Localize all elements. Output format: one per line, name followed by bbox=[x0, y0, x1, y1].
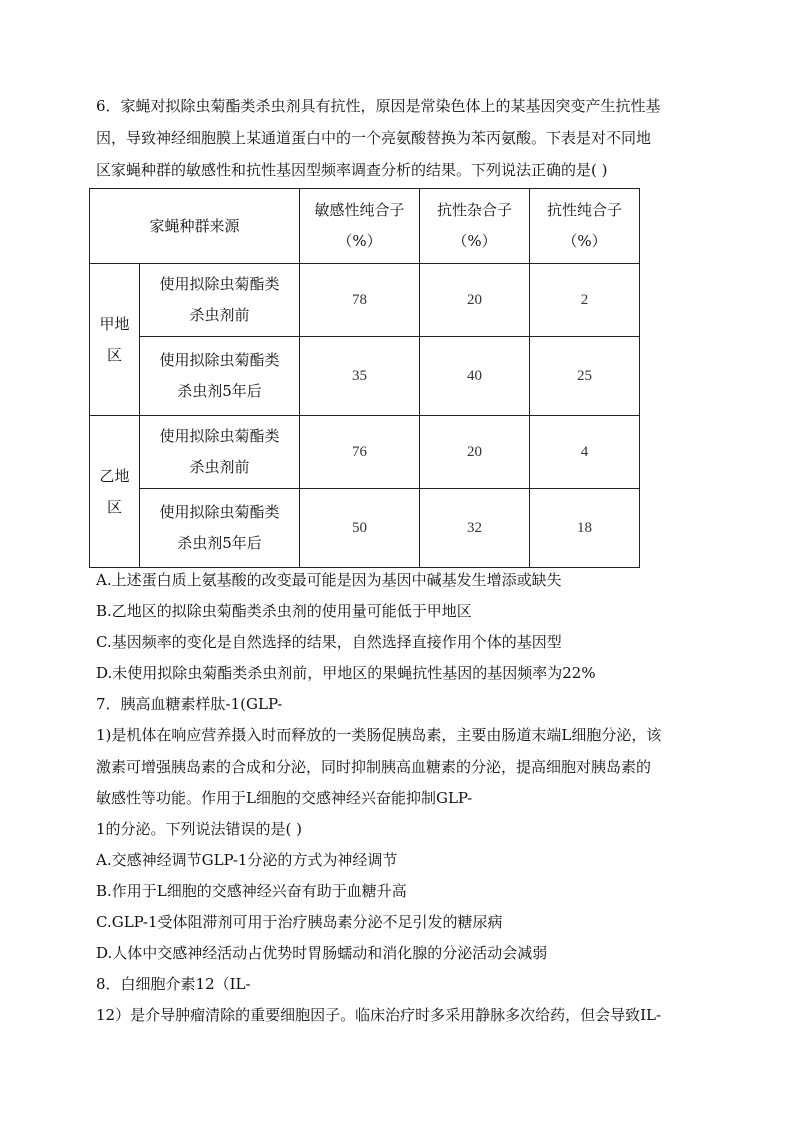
table-row bbox=[90, 489, 640, 568]
q6-option-b: B.乙地区的拟除虫菊酯类杀虫剂的使用量可能低于甲地区 bbox=[96, 602, 472, 620]
value-cell: 32 bbox=[420, 489, 530, 568]
condition-cell: 使用拟除虫菊酯类 杀虫剂前 bbox=[140, 416, 300, 489]
genotype-frequency-table bbox=[89, 188, 640, 568]
q7-stem-line-5: 1的分泌。下列说法错误的是( ) bbox=[96, 820, 303, 838]
q6-stem-line-2: 因，导致神经细胞膜上某通道蛋白中的一个亮氨酸替换为苯丙氨酸。下表是对不同地 bbox=[96, 129, 652, 147]
header-sensitive-homozygote: 敏感性纯合子 （%） bbox=[300, 189, 420, 264]
q6-option-a: A.上述蛋白质上氨基酸的改变最可能是因为基因中碱基发生增添或缺失 bbox=[96, 571, 562, 589]
q7-option-d: D.人体中交感神经活动占优势时胃肠蠕动和消化腺的分泌活动会减弱 bbox=[96, 944, 548, 962]
q7-option-c: C.GLP-1受体阻滞剂可用于治疗胰岛素分泌不足引发的糖尿病 bbox=[96, 913, 503, 931]
header-source: 家蝇种群来源 bbox=[90, 189, 300, 264]
header-resistant-heterozygote: 抗性杂合子 （%） bbox=[420, 189, 530, 264]
table-row bbox=[90, 337, 640, 416]
value-cell: 20 bbox=[420, 416, 530, 489]
q8-stem-line-2: 12）是介导肿瘤清除的重要细胞因子。临床治疗时多采用静脉多次给药，但会导致IL- bbox=[96, 1006, 662, 1024]
q6-option-c: C.基因频率的变化是自然选择的结果，自然选择直接作用个体的基因型 bbox=[96, 633, 562, 651]
condition-cell: 使用拟除虫菊酯类 杀虫剂5年后 bbox=[140, 489, 300, 568]
condition-cell: 使用拟除虫菊酯类 杀虫剂前 bbox=[140, 264, 300, 337]
table-header-row bbox=[90, 189, 640, 264]
header-resistant-homozygote: 抗性纯合子 （%） bbox=[530, 189, 640, 264]
q7-stem-line-3: 激素可增强胰岛素的合成和分泌，同时抑制胰高血糖素的分泌，提高细胞对胰岛素的 bbox=[96, 758, 652, 776]
q6-option-d: D.未使用拟除虫菊酯类杀虫剂前，甲地区的果蝇抗性基因的基因频率为22% bbox=[96, 664, 596, 682]
table-row bbox=[90, 264, 640, 337]
q7-option-a: A.交感神经调节GLP-1分泌的方式为神经调节 bbox=[96, 851, 398, 869]
q7-stem-line-4: 敏感性等功能。作用于L细胞的交感神经兴奋能抑制GLP- bbox=[96, 789, 473, 807]
q6-stem-line-1: 6．家蝇对拟除虫菊酯类杀虫剂具有抗性，原因是常染色体上的某基因突变产生抗性基 bbox=[96, 97, 661, 115]
value-cell: 2 bbox=[530, 264, 640, 337]
value-cell: 40 bbox=[420, 337, 530, 416]
q7-stem-line-1: 7．胰高血糖素样肽-1(GLP- bbox=[96, 695, 283, 713]
value-cell: 76 bbox=[300, 416, 420, 489]
value-cell: 25 bbox=[530, 337, 640, 416]
value-cell: 4 bbox=[530, 416, 640, 489]
q7-stem-line-2: 1)是机体在响应营养摄入时而释放的一类肠促胰岛素，主要由肠道末端L细胞分泌，该 bbox=[96, 726, 662, 744]
q6-stem-line-3: 区家蝇种群的敏感性和抗性基因型频率调查分析的结果。下列说法正确的是( ) bbox=[96, 161, 608, 179]
q8-stem-line-1: 8．白细胞介素12（IL- bbox=[96, 975, 251, 993]
value-cell: 78 bbox=[300, 264, 420, 337]
table-row bbox=[90, 416, 640, 489]
value-cell: 18 bbox=[530, 489, 640, 568]
q7-option-b: B.作用于L细胞的交感神经兴奋有助于血糖升高 bbox=[96, 882, 407, 900]
condition-cell: 使用拟除虫菊酯类 杀虫剂5年后 bbox=[140, 337, 300, 416]
value-cell: 35 bbox=[300, 337, 420, 416]
value-cell: 20 bbox=[420, 264, 530, 337]
region-jia: 甲地 区 bbox=[90, 264, 140, 416]
region-yi: 乙地 区 bbox=[90, 416, 140, 568]
value-cell: 50 bbox=[300, 489, 420, 568]
